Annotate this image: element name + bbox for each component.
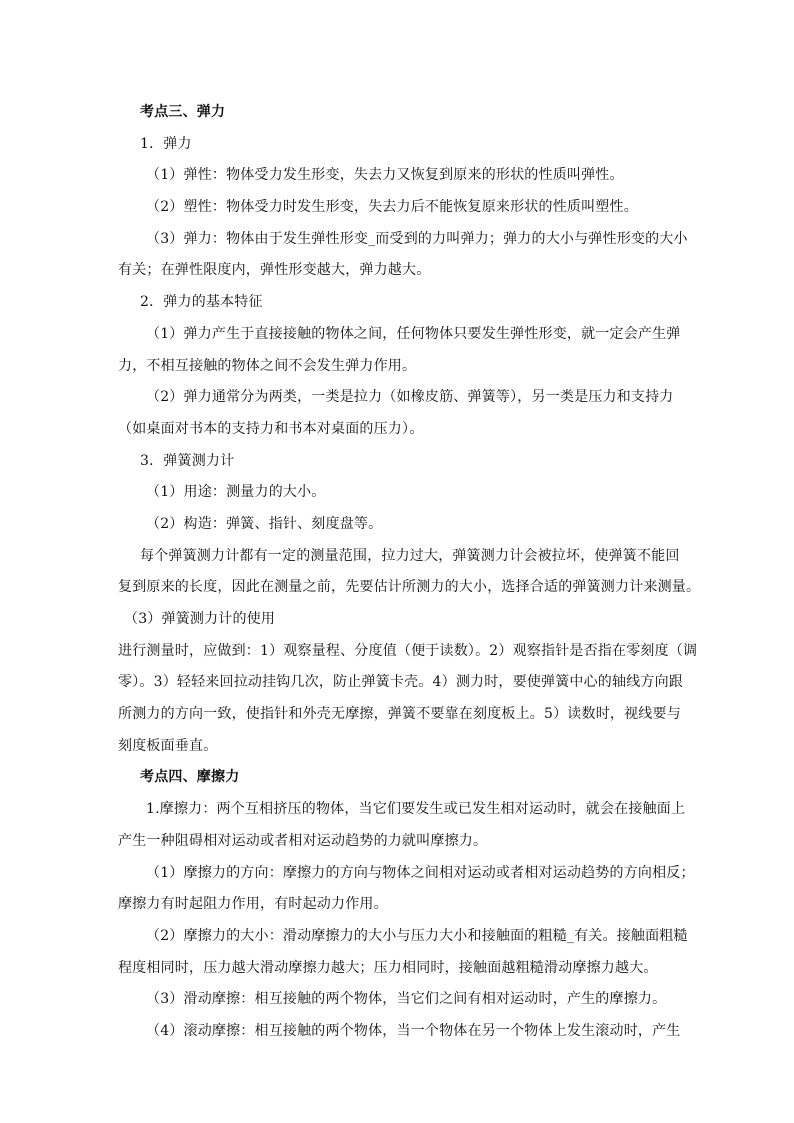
subheading-elastic-force: 1．弹力: [140, 135, 192, 152]
paragraph-line: （4）滚动摩擦：相互接触的两个物体，当一个物体在另一个物体上发生滚动时，产生: [146, 1022, 681, 1039]
paragraph-line: 产生一种阻碍相对运动或者相对运动趋势的力就叫摩擦力。: [118, 832, 488, 849]
paragraph-line: 刻度板面垂直。: [118, 737, 218, 754]
document-page: [118, 97, 701, 1048]
paragraph-line: （1）弹力产生于直接接触的物体之间，任何物体只要发生弹性形变，就一定会产生弹: [146, 325, 681, 342]
paragraph-line: 每个弹簧测力计都有一定的测量范围，拉力过大，弹簧测力计会被拉坏，使弹簧不能回: [140, 547, 680, 564]
paragraph-line: 所测力的方向一致，使指针和外壳无摩擦，弹簧不要靠在刻度板上。5）读数时，视线要与: [118, 706, 681, 723]
paragraph-line: （3）弹力：物体由于发生弹性形变_而受到的力叫弹力；弹力的大小与弹性形变的大小: [146, 230, 688, 247]
paragraph-line: 零）。3）轻轻来回拉动挂钩几次，防止弹簧卡壳。4）测力时，要使弹簧中心的轴线方向跟: [118, 674, 684, 691]
paragraph-line: （1）弹性：物体受力发生形变，失去力又恢复到原来的形状的性质叫弹性。: [146, 167, 624, 184]
paragraph-line: 有关；在弹性限度内，弹性形变越大，弹力越大。: [118, 262, 431, 279]
paragraph-line: （2）构造：弹簧、指针、刻度盘等。: [146, 515, 383, 532]
paragraph-line: （2）弹力通常分为两类，一类是拉力（如橡皮筋、弹簧等），另一类是压力和支持力: [146, 389, 674, 406]
paragraph-line: （如桌面对书本的支持力和书本对桌面的压力）。: [118, 420, 424, 437]
paragraph-line: 摩擦力有时起阻力作用，有时起动力作用。: [118, 896, 388, 913]
paragraph-line: 1.摩擦力：两个互相挤压的物体，当它们要发生或已发生相对运动时，就会在接触面上: [146, 801, 686, 818]
paragraph-line: 复到原来的长度，因此在测量之前，先要估计所测力的大小，选择合适的弹簧测力计来测量。: [118, 579, 701, 596]
section-heading-friction: 考点四、摩擦力: [140, 769, 240, 786]
paragraph-line: （2）塑性：物体受力时发生形变，失去力后不能恢复原来形状的性质叫塑性。: [146, 199, 638, 216]
section-heading-elasticity: 考点三、弹力: [140, 104, 226, 120]
paragraph-line: （1）摩擦力的方向：摩擦力的方向与物体之间相对运动或者相对运动趋势的方向相反；: [146, 864, 695, 881]
paragraph-line: （3）滑动摩擦：相互接触的两个物体，当它们之间有相对运动时，产生的摩擦力。: [146, 991, 667, 1008]
subheading-basic-features: 2．弹力的基本特征: [140, 294, 263, 311]
paragraph-line: （3）弹簧测力计的使用: [124, 611, 276, 627]
paragraph-line: 程度相同时，压力越大滑动摩擦力越大；压力相同时，接触面越粗糙滑动摩擦力越大。: [118, 959, 658, 976]
subheading-spring-scale: 3．弹簧测力计: [140, 452, 235, 469]
paragraph-line: （2）摩擦力的大小：滑动摩擦力的大小与压力大小和接触面的粗糙_有关。接触面粗糙: [146, 927, 688, 944]
paragraph-line: （1）用途：测量力的大小。: [146, 484, 326, 501]
paragraph-line: 力，不相互接触的物体之间不会发生弹力作用。: [118, 357, 417, 374]
paragraph-line: 进行测量时，应做到：1）观察量程、分度值（便于读数）。2）观察指针是否指在零刻度（调: [118, 642, 698, 659]
